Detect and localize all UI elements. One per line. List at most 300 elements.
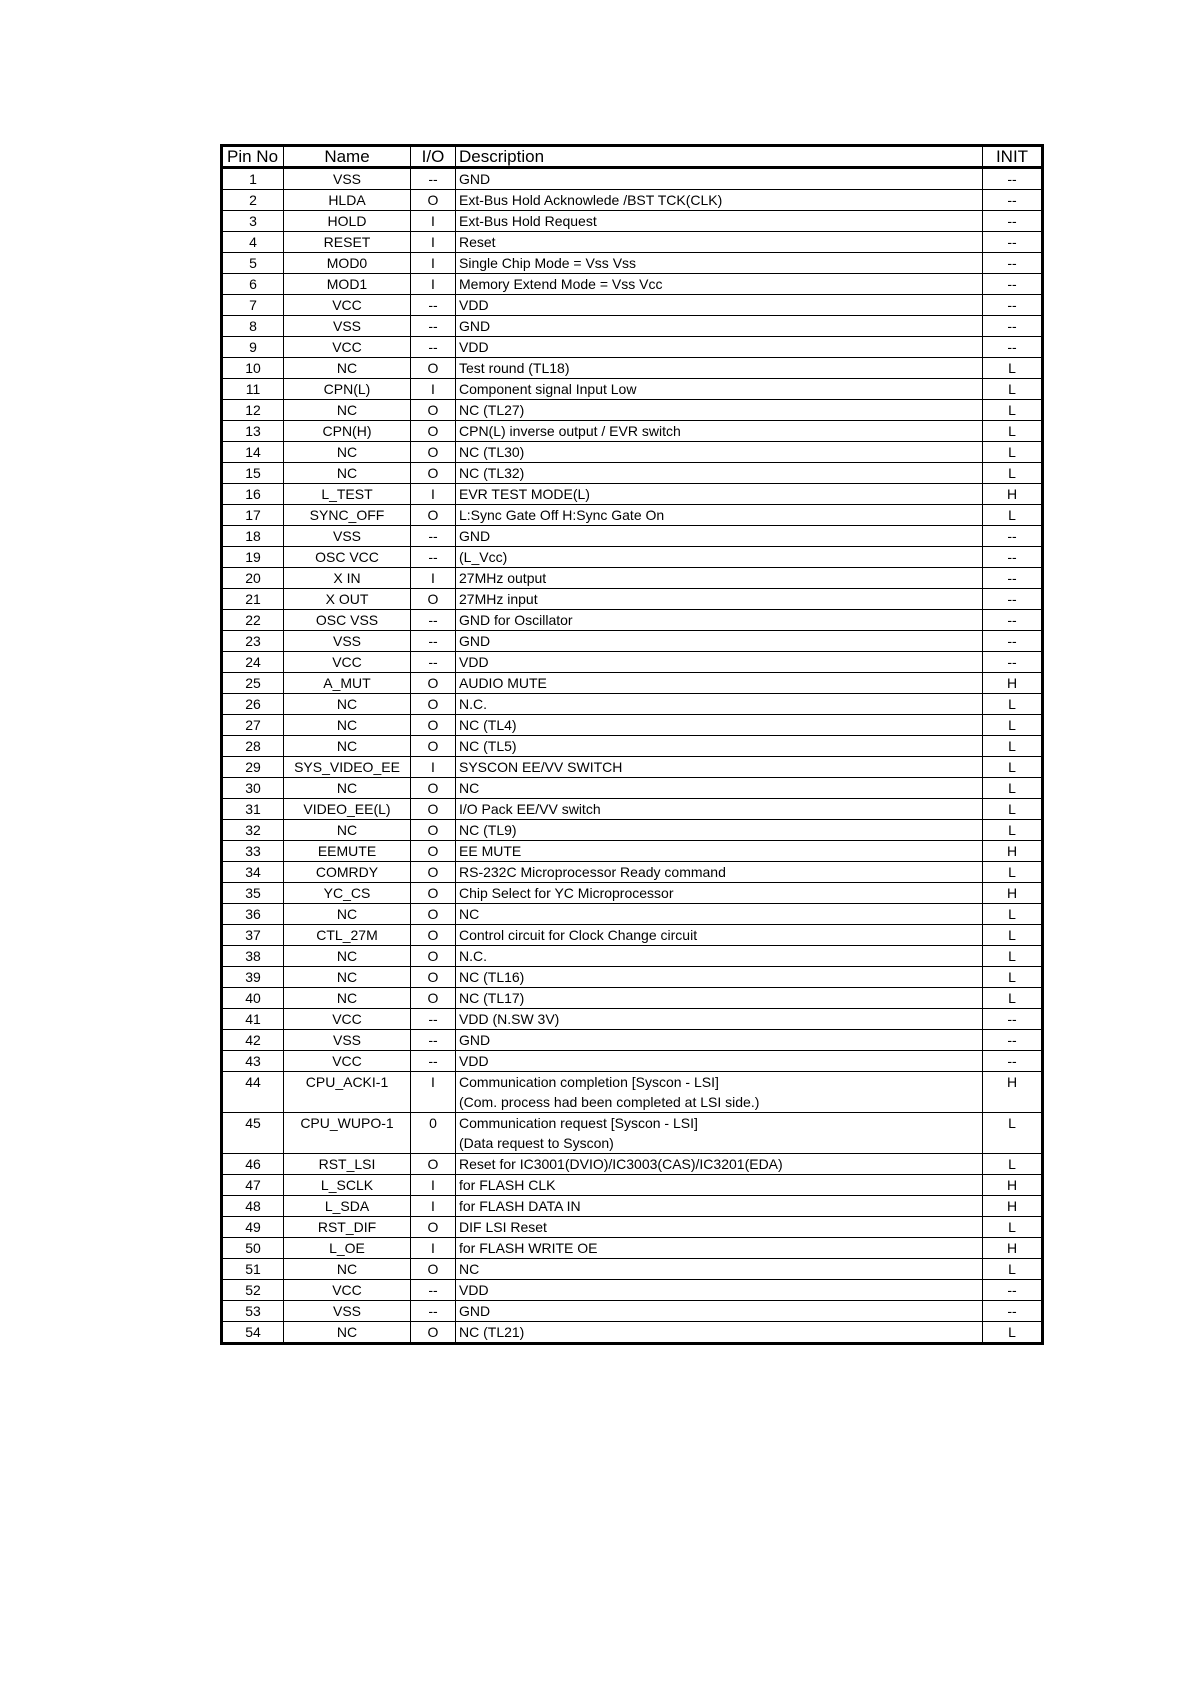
description-cell: NC (TL17) — [456, 988, 983, 1009]
pin-name-cell: NC — [284, 400, 411, 421]
pin-name-cell: VCC — [284, 652, 411, 673]
pin-name-cell: VCC — [284, 1009, 411, 1030]
io-cell: O — [411, 1322, 456, 1344]
table-row — [222, 589, 1043, 610]
pin-number-cell: 46 — [222, 1154, 284, 1175]
description-cell — [456, 1113, 983, 1154]
pin-name-cell: NC — [284, 358, 411, 379]
pin-number-cell: 38 — [222, 946, 284, 967]
table-row — [222, 168, 1043, 190]
init-cell: L — [983, 505, 1043, 526]
io-cell: O — [411, 883, 456, 904]
description-cell: for FLASH DATA IN — [456, 1196, 983, 1217]
description-cell: Reset — [456, 232, 983, 253]
table-row — [222, 778, 1043, 799]
table-row — [222, 421, 1043, 442]
description-cell: Reset for IC3001(DVIO)/IC3003(CAS)/IC3201(EDA) — [456, 1154, 983, 1175]
pin-name-cell: X IN — [284, 568, 411, 589]
init-cell: L — [983, 442, 1043, 463]
table-row — [222, 946, 1043, 967]
description-cell: NC (TL32) — [456, 463, 983, 484]
pin-number-cell: 12 — [222, 400, 284, 421]
pin-number-cell: 6 — [222, 274, 284, 295]
pin-description-table — [220, 144, 1044, 1345]
io-cell: I — [411, 253, 456, 274]
table-row — [222, 400, 1043, 421]
pin-name-cell: VCC — [284, 1280, 411, 1301]
pin-number-cell: 2 — [222, 190, 284, 211]
table-row — [222, 904, 1043, 925]
io-cell: -- — [411, 631, 456, 652]
pin-name-cell: VSS — [284, 1030, 411, 1051]
pin-number-cell: 50 — [222, 1238, 284, 1259]
init-cell: H — [983, 673, 1043, 694]
pin-number-cell: 25 — [222, 673, 284, 694]
pin-name-cell: NC — [284, 904, 411, 925]
init-cell: L — [983, 694, 1043, 715]
io-cell: O — [411, 841, 456, 862]
header-name: Name — [284, 146, 411, 168]
pin-number-cell: 34 — [222, 862, 284, 883]
pin-name-cell: COMRDY — [284, 862, 411, 883]
header-init: INIT — [983, 146, 1043, 168]
init-cell: -- — [983, 610, 1043, 631]
table-row — [222, 1280, 1043, 1301]
pin-number-cell: 26 — [222, 694, 284, 715]
pin-name-cell: X OUT — [284, 589, 411, 610]
init-cell: H — [983, 841, 1043, 862]
table-row — [222, 547, 1043, 568]
pin-name-cell: CPU_ACKI-1 — [284, 1072, 411, 1113]
table-row — [222, 1051, 1043, 1072]
io-cell: O — [411, 421, 456, 442]
pin-name-cell: CPN(H) — [284, 421, 411, 442]
io-cell: O — [411, 589, 456, 610]
io-cell: -- — [411, 337, 456, 358]
description-cell: AUDIO MUTE — [456, 673, 983, 694]
init-cell: H — [983, 883, 1043, 904]
description-cell: Chip Select for YC Microprocessor — [456, 883, 983, 904]
init-cell: L — [983, 988, 1043, 1009]
init-cell: L — [983, 904, 1043, 925]
pin-number-cell: 29 — [222, 757, 284, 778]
pin-number-cell: 45 — [222, 1113, 284, 1154]
init-cell: -- — [983, 316, 1043, 337]
table-row — [222, 862, 1043, 883]
table-row — [222, 295, 1043, 316]
pin-name-cell: RESET — [284, 232, 411, 253]
table-row — [222, 211, 1043, 232]
pin-number-cell: 27 — [222, 715, 284, 736]
table-row — [222, 673, 1043, 694]
description-cell: L:Sync Gate Off H:Sync Gate On — [456, 505, 983, 526]
init-cell: -- — [983, 232, 1043, 253]
io-cell: O — [411, 778, 456, 799]
table-row — [222, 925, 1043, 946]
header-description: Description — [456, 146, 983, 168]
table-header-row — [222, 146, 1043, 168]
table-row — [222, 715, 1043, 736]
description-cell: N.C. — [456, 946, 983, 967]
io-cell: I — [411, 232, 456, 253]
description-cell: CPN(L) inverse output / EVR switch — [456, 421, 983, 442]
pin-number-cell: 1 — [222, 168, 284, 190]
table-body — [222, 168, 1043, 1344]
io-cell: O — [411, 736, 456, 757]
init-cell: L — [983, 358, 1043, 379]
pin-number-cell: 42 — [222, 1030, 284, 1051]
init-cell: -- — [983, 211, 1043, 232]
description-cell: Control circuit for Clock Change circuit — [456, 925, 983, 946]
io-cell: O — [411, 967, 456, 988]
description-cell: GND — [456, 526, 983, 547]
pin-number-cell: 3 — [222, 211, 284, 232]
table-row — [222, 1072, 1043, 1113]
description-line: Communication request [Syscon - LSI] — [459, 1115, 698, 1131]
description-cell: GND — [456, 1301, 983, 1322]
init-cell: L — [983, 799, 1043, 820]
io-cell: I — [411, 568, 456, 589]
pin-number-cell: 31 — [222, 799, 284, 820]
io-cell: -- — [411, 1009, 456, 1030]
table-row — [222, 1217, 1043, 1238]
io-cell: I — [411, 1072, 456, 1113]
description-cell: 27MHz output — [456, 568, 983, 589]
pin-name-cell: VSS — [284, 631, 411, 652]
pin-number-cell: 21 — [222, 589, 284, 610]
init-cell: -- — [983, 274, 1043, 295]
init-cell: -- — [983, 168, 1043, 190]
description-cell: 27MHz input — [456, 589, 983, 610]
init-cell: -- — [983, 337, 1043, 358]
io-cell: I — [411, 484, 456, 505]
pin-name-cell: VSS — [284, 1301, 411, 1322]
pin-number-cell: 18 — [222, 526, 284, 547]
description-cell: Single Chip Mode = Vss Vss — [456, 253, 983, 274]
pin-number-cell: 33 — [222, 841, 284, 862]
io-cell: I — [411, 757, 456, 778]
init-cell: -- — [983, 652, 1043, 673]
description-cell: EE MUTE — [456, 841, 983, 862]
io-cell: -- — [411, 1051, 456, 1072]
pin-name-cell: NC — [284, 694, 411, 715]
pin-name-cell: NC — [284, 967, 411, 988]
pin-number-cell: 10 — [222, 358, 284, 379]
description-cell: I/O Pack EE/VV switch — [456, 799, 983, 820]
description-cell: VDD — [456, 652, 983, 673]
io-cell: I — [411, 211, 456, 232]
io-cell: -- — [411, 526, 456, 547]
pin-number-cell: 51 — [222, 1259, 284, 1280]
table-row — [222, 253, 1043, 274]
pin-name-cell: CPN(L) — [284, 379, 411, 400]
init-cell: L — [983, 862, 1043, 883]
io-cell: O — [411, 799, 456, 820]
table-row — [222, 190, 1043, 211]
io-cell: O — [411, 463, 456, 484]
pin-number-cell: 48 — [222, 1196, 284, 1217]
pin-name-cell: VSS — [284, 168, 411, 190]
table-row — [222, 568, 1043, 589]
io-cell: O — [411, 820, 456, 841]
io-cell: O — [411, 904, 456, 925]
description-cell: GND for Oscillator — [456, 610, 983, 631]
init-cell: L — [983, 715, 1043, 736]
pin-name-cell: OSC VCC — [284, 547, 411, 568]
init-cell: L — [983, 820, 1043, 841]
init-cell: L — [983, 400, 1043, 421]
init-cell: L — [983, 1217, 1043, 1238]
table-row — [222, 1259, 1043, 1280]
pin-name-cell: RST_LSI — [284, 1154, 411, 1175]
description-cell: GND — [456, 168, 983, 190]
pin-name-cell: NC — [284, 1259, 411, 1280]
pin-name-cell: CTL_27M — [284, 925, 411, 946]
description-cell: GND — [456, 1030, 983, 1051]
io-cell: I — [411, 1196, 456, 1217]
init-cell: L — [983, 1154, 1043, 1175]
init-cell: L — [983, 379, 1043, 400]
description-cell: for FLASH CLK — [456, 1175, 983, 1196]
pin-name-cell: NC — [284, 463, 411, 484]
io-cell: -- — [411, 652, 456, 673]
pin-name-cell: NC — [284, 1322, 411, 1344]
table-row — [222, 1301, 1043, 1322]
pin-name-cell: VIDEO_EE(L) — [284, 799, 411, 820]
description-cell: VDD (N.SW 3V) — [456, 1009, 983, 1030]
pin-name-cell: VCC — [284, 337, 411, 358]
io-cell: -- — [411, 1280, 456, 1301]
io-cell: 0 — [411, 1113, 456, 1154]
pin-name-cell: NC — [284, 946, 411, 967]
description-line: Communication completion [Syscon - LSI] — [459, 1074, 719, 1090]
description-cell: Memory Extend Mode = Vss Vcc — [456, 274, 983, 295]
pin-name-cell: VSS — [284, 316, 411, 337]
table-row — [222, 967, 1043, 988]
description-cell: NC (TL27) — [456, 400, 983, 421]
pin-number-cell: 22 — [222, 610, 284, 631]
pin-number-cell: 44 — [222, 1072, 284, 1113]
table-row — [222, 694, 1043, 715]
init-cell: L — [983, 946, 1043, 967]
description-cell: VDD — [456, 337, 983, 358]
init-cell: -- — [983, 1280, 1043, 1301]
description-cell: (L_Vcc) — [456, 547, 983, 568]
init-cell: L — [983, 1113, 1043, 1154]
description-cell: GND — [456, 316, 983, 337]
pin-number-cell: 32 — [222, 820, 284, 841]
pin-name-cell: MOD0 — [284, 253, 411, 274]
init-cell: L — [983, 757, 1043, 778]
init-cell: L — [983, 1322, 1043, 1344]
init-cell: L — [983, 967, 1043, 988]
io-cell: O — [411, 946, 456, 967]
description-cell: NC — [456, 1259, 983, 1280]
io-cell: O — [411, 925, 456, 946]
pin-number-cell: 8 — [222, 316, 284, 337]
init-cell: -- — [983, 1009, 1043, 1030]
io-cell: O — [411, 190, 456, 211]
init-cell: H — [983, 1196, 1043, 1217]
init-cell: -- — [983, 190, 1043, 211]
init-cell: L — [983, 736, 1043, 757]
description-cell: N.C. — [456, 694, 983, 715]
init-cell: -- — [983, 1030, 1043, 1051]
init-cell: H — [983, 484, 1043, 505]
pin-number-cell: 7 — [222, 295, 284, 316]
io-cell: -- — [411, 168, 456, 190]
pin-number-cell: 52 — [222, 1280, 284, 1301]
init-cell: -- — [983, 631, 1043, 652]
table-row — [222, 757, 1043, 778]
table-row — [222, 274, 1043, 295]
table-row — [222, 1030, 1043, 1051]
init-cell: L — [983, 463, 1043, 484]
pin-name-cell: VCC — [284, 295, 411, 316]
description-cell: NC — [456, 904, 983, 925]
pin-number-cell: 9 — [222, 337, 284, 358]
description-cell: NC (TL9) — [456, 820, 983, 841]
init-cell: -- — [983, 526, 1043, 547]
pin-name-cell: L_TEST — [284, 484, 411, 505]
table-row — [222, 799, 1043, 820]
io-cell: O — [411, 358, 456, 379]
pin-name-cell: L_SDA — [284, 1196, 411, 1217]
io-cell: -- — [411, 1301, 456, 1322]
table-row — [222, 1154, 1043, 1175]
table-row — [222, 1238, 1043, 1259]
description-cell: NC (TL5) — [456, 736, 983, 757]
pin-name-cell: NC — [284, 736, 411, 757]
description-cell: GND — [456, 631, 983, 652]
io-cell: O — [411, 442, 456, 463]
io-cell: O — [411, 1154, 456, 1175]
pin-name-cell: SYNC_OFF — [284, 505, 411, 526]
io-cell: O — [411, 673, 456, 694]
init-cell: H — [983, 1238, 1043, 1259]
init-cell: H — [983, 1072, 1043, 1113]
description-line: (Com. process had been completed at LSI side.) — [459, 1094, 760, 1110]
pin-number-cell: 53 — [222, 1301, 284, 1322]
table-row — [222, 1322, 1043, 1344]
description-cell: DIF LSI Reset — [456, 1217, 983, 1238]
pin-number-cell: 16 — [222, 484, 284, 505]
pin-name-cell: NC — [284, 442, 411, 463]
io-cell: -- — [411, 547, 456, 568]
table-row — [222, 316, 1043, 337]
init-cell: -- — [983, 568, 1043, 589]
pin-name-cell: L_SCLK — [284, 1175, 411, 1196]
description-cell: NC (TL16) — [456, 967, 983, 988]
table-row — [222, 631, 1043, 652]
io-cell: -- — [411, 295, 456, 316]
pin-name-cell: SYS_VIDEO_EE — [284, 757, 411, 778]
io-cell: O — [411, 1259, 456, 1280]
io-cell: O — [411, 988, 456, 1009]
pin-number-cell: 47 — [222, 1175, 284, 1196]
description-cell: VDD — [456, 1051, 983, 1072]
pin-name-cell: OSC VSS — [284, 610, 411, 631]
pin-name-cell: L_OE — [284, 1238, 411, 1259]
header-io: I/O — [411, 146, 456, 168]
pin-number-cell: 23 — [222, 631, 284, 652]
pin-name-cell: NC — [284, 715, 411, 736]
io-cell: -- — [411, 316, 456, 337]
description-cell: Ext-Bus Hold Request — [456, 211, 983, 232]
pin-number-cell: 30 — [222, 778, 284, 799]
pin-number-cell: 36 — [222, 904, 284, 925]
io-cell: -- — [411, 610, 456, 631]
table-row — [222, 379, 1043, 400]
init-cell: H — [983, 1175, 1043, 1196]
pin-name-cell: VCC — [284, 1051, 411, 1072]
description-cell: RS-232C Microprocessor Ready command — [456, 862, 983, 883]
description-cell: Ext-Bus Hold Acknowlede /BST TCK(CLK) — [456, 190, 983, 211]
table-row — [222, 358, 1043, 379]
pin-name-cell: HLDA — [284, 190, 411, 211]
description-cell — [456, 1072, 983, 1113]
description-cell: Test round (TL18) — [456, 358, 983, 379]
table-row — [222, 610, 1043, 631]
pin-name-cell: HOLD — [284, 211, 411, 232]
pin-name-cell: NC — [284, 778, 411, 799]
init-cell: -- — [983, 1301, 1043, 1322]
description-line: (Data request to Syscon) — [459, 1135, 614, 1151]
description-cell: SYSCON EE/VV SWITCH — [456, 757, 983, 778]
io-cell: O — [411, 715, 456, 736]
description-cell: NC (TL4) — [456, 715, 983, 736]
io-cell: I — [411, 274, 456, 295]
io-cell: I — [411, 1238, 456, 1259]
table-row — [222, 442, 1043, 463]
pin-number-cell: 39 — [222, 967, 284, 988]
table-row — [222, 736, 1043, 757]
pin-number-cell: 54 — [222, 1322, 284, 1344]
pin-number-cell: 15 — [222, 463, 284, 484]
table-row — [222, 1175, 1043, 1196]
description-cell: for FLASH WRITE OE — [456, 1238, 983, 1259]
table-row — [222, 232, 1043, 253]
table-row — [222, 988, 1043, 1009]
pin-number-cell: 49 — [222, 1217, 284, 1238]
pin-name-cell: VSS — [284, 526, 411, 547]
pin-number-cell: 43 — [222, 1051, 284, 1072]
io-cell: I — [411, 379, 456, 400]
pin-number-cell: 14 — [222, 442, 284, 463]
pin-number-cell: 4 — [222, 232, 284, 253]
table-row — [222, 841, 1043, 862]
description-cell: EVR TEST MODE(L) — [456, 484, 983, 505]
io-cell: O — [411, 1217, 456, 1238]
io-cell: O — [411, 694, 456, 715]
init-cell: L — [983, 925, 1043, 946]
io-cell: -- — [411, 1030, 456, 1051]
init-cell: -- — [983, 1051, 1043, 1072]
pin-name-cell: YC_CS — [284, 883, 411, 904]
pin-name-cell: EEMUTE — [284, 841, 411, 862]
pin-number-cell: 35 — [222, 883, 284, 904]
pin-number-cell: 28 — [222, 736, 284, 757]
init-cell: -- — [983, 253, 1043, 274]
io-cell: O — [411, 400, 456, 421]
io-cell: O — [411, 862, 456, 883]
table-row — [222, 883, 1043, 904]
table-row — [222, 652, 1043, 673]
init-cell: -- — [983, 547, 1043, 568]
table-row — [222, 526, 1043, 547]
pin-name-cell: RST_DIF — [284, 1217, 411, 1238]
pin-number-cell: 40 — [222, 988, 284, 1009]
